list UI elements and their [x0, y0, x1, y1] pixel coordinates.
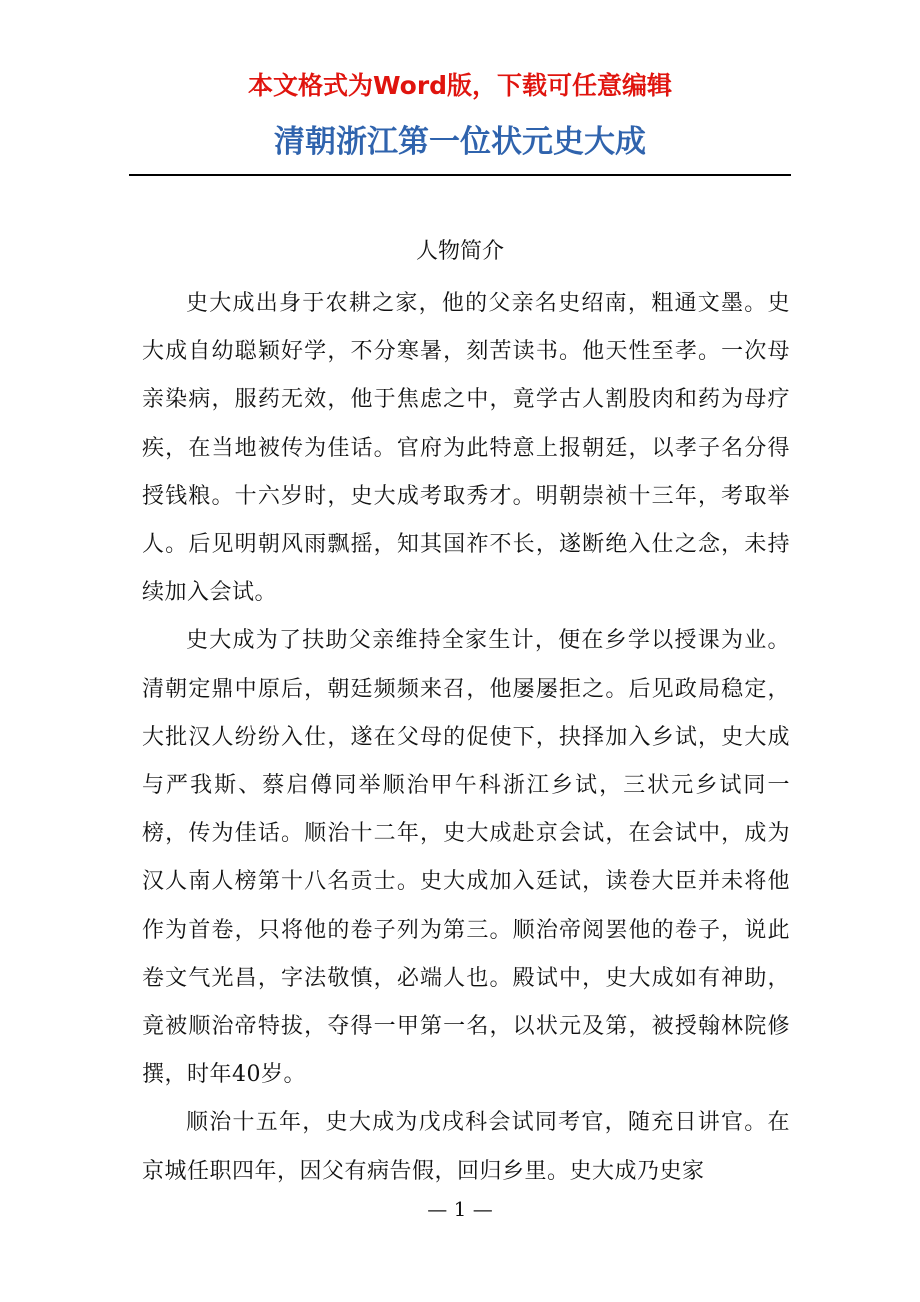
download-notice-banner: 本文格式为Word版，下载可任意编辑 — [247, 71, 673, 100]
document-body — [142, 280, 790, 1196]
paragraph-3: 顺治十五年，史大成为戊戌科会试同考官，随充日讲官。在京城任职四年，因父有病告假，回归乡里。史大成乃史家 — [142, 1110, 790, 1184]
document-title: 清朝浙江第一位状元史大成 — [274, 124, 646, 160]
title-divider — [129, 174, 791, 176]
page-number: — 1 — — [427, 1197, 493, 1221]
paragraph-2: 史大成为了扶助父亲维持全家生计，便在乡学以授课为业。清朝定鼎中原后，朝廷频频来召，他屡屡拒之。后见政局稳定，大批汉人纷纷入仕，遂在父母的促使下，抉择加入乡试，史大成与严我斯、蔡启僔同举顺治甲午科浙江乡试，三状元乡试同一榜，传为佳话。顺治十二年，史大成赴京会试，在会试中，成为汉人南人榜第十八名贡士。史大成加入廷试，读卷大臣并未将他作为首卷，只将他的卷子列为第三。顺治帝阅罢他的卷子，说此卷文气光昌，字法敬慎，必端人也。殿试中，史大成如有神助，竟被顺治帝特拔，夺得一甲第一名，以状元及第，被授翰林院修撰，时年40岁。 — [142, 628, 790, 1088]
paragraph-1: 史大成出身于农耕之家，他的父亲名史绍南，粗通文墨。史大成自幼聪颖好学，不分寒暑，刻苦读书。他天性至孝。一次母亲染病，服药无效，他于焦虑之中，竟学古人割股肉和药为母疗疾，在当地被传为佳话。官府为此特意上报朝廷，以孝子名分得授钱粮。十六岁时，史大成考取秀才。明朝崇祯十三年，考取举人。后见明朝风雨飘摇，知其国祚不长，遂断绝入仕之念，未持续加入会试。 — [142, 291, 790, 606]
section-heading: 人物简介 — [415, 239, 504, 264]
